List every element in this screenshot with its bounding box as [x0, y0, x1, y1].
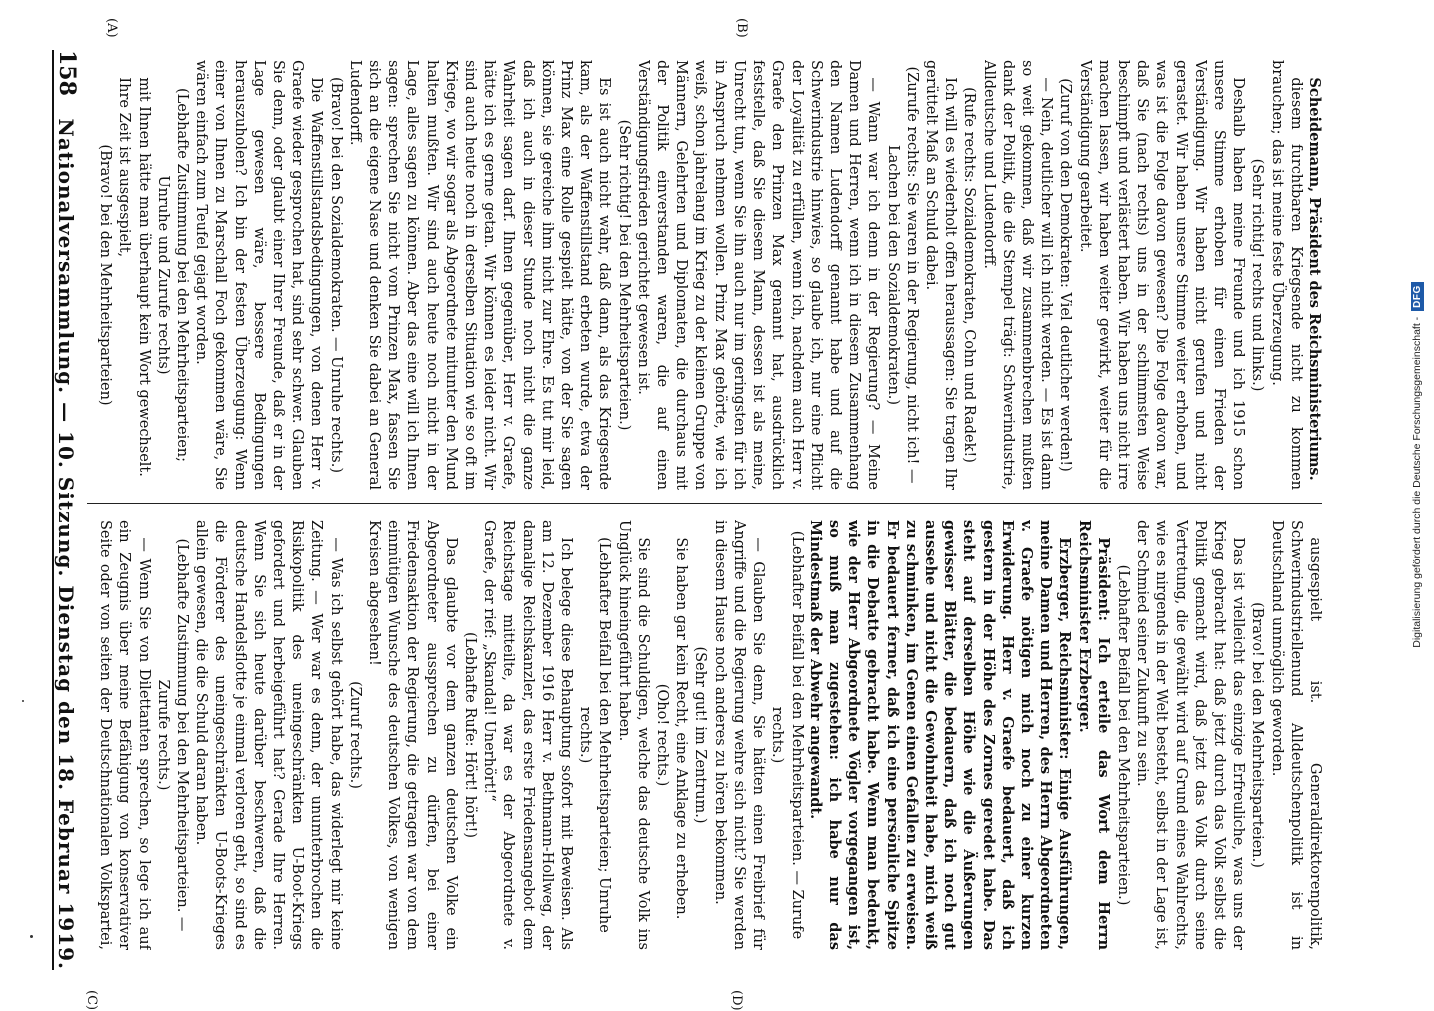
paragraph: — Was ich selbst gehört habe, das widerlegt mir keine Zeitung. — Wer war es denn, der unumterbrochen die Risikopolitik des uneingeschränkten U-Boot-Kriegs gefordert und herbeigeführt hat? Gerade Ihre Herren. Wenn Sie sich heute darüber beschweren, daß die deutsche Handelsflotte je einmal verloren geht, so sind es die Förderer des uneingeschränkten U-Boots-Krieges allein gewesen, die die Schuld daran haben. — [193, 520, 344, 950]
paragraph: (Lebhafte Rufe: Hört! hört!) — [462, 631, 479, 839]
paragraph: (Sehr richtig! rechts und links.) — [1249, 158, 1266, 392]
paragraph: — Glauben Sie denn, Sie hätten einen Freibrief für Angriffe und die Regierung wehre sich nicht? Sie werden in diesem Hause noch anderes zu hören bekommen. — [711, 520, 767, 950]
paragraph: — Wann war ich denn in der Regierung? — Meine Damen und Herren, wenn ich in diesem Zusammenhang den Namen Ludendorff genannt habe und auf die Schwerindustrie hinwies, so glaube ich, nur eine Pflicht der Loyalität zu erfüllen, wenn ich, nachdem auch Herr v. Graefe den Prinzen Max genannt hat, ausdrücklich feststelle, daß Sie diesem Mann, dessen ist als meine, Unrecht tun, wenn Sie ihn auch nur im geringsten für ich in Anspruch nehmen wollen. Prinz Max gehörte, wie ich weiß, schon jahrelang im Krieg zu der kleinen Gruppe von Männern, Gelehrten und Diplomaten, die durchaus mit der Politik einverstanden waren, die auf einen Verständigungsfrieden gerichtet gewesen ist. — [634, 60, 882, 490]
paragraph: Präsident: Ich erteile das Wort dem Herrn Reichsminister Erzberger. — [1075, 520, 1112, 950]
paragraph: Scheidemann, Präsident des Reichsministeriums. — [1306, 77, 1323, 481]
paragraph: Ich will es wiederholt offen heraussagen: Sie tragen Ihr gerüttelt Maß an Schuld dabei. — [922, 60, 959, 490]
paragraph: Die Waffenstillstandsbedingungen, von denen Herr v. Graefe wieder gesprochen hat, sind sehr schwer. Glauben Sie denn, oder glaubt einer Ihrer Freunde, daß er in der Lage gewesen wäre, bessere Bedingungen herauszuholen? Ich bin der festen Überzeugung: Wenn einer von Ihnen zu Marschall Foch gekommen wäre, Sie wären einfach zum Teufel gejagt worden. — [193, 60, 325, 490]
paragraph: diesem furchtbaren Kriegsende nicht zu kommen brauchen; das ist meine feste Überzeugung. — [1268, 60, 1304, 490]
page-number: 158 — [54, 50, 80, 96]
paragraph: Sie sind die Schuldigen, welche das deutsche Volk ins Unglück hineingeführt haben. — [615, 520, 651, 950]
paragraph: (Bravo! bei den Mehrheitsparteien) — [97, 144, 114, 406]
paragraph: Deshalb haben meine Freunde und ich 1915 schon unsere Stimme erhoben für einen Frieden der Verständigung. Wir haben nicht gerufen und nicht gerastet. Wir haben unsere Stimme weiter erhoben, und was ist die Folge davon gewesen? Die Folge davon war, daß Sie (nach rechts) uns in der schlimmsten Weise beschimpft und verlästert haben. Wir haben uns nicht irre machen lassen, wir haben weiter gewirkt, weiter für die Verständigung gearbeitet. — [1076, 60, 1247, 490]
paragraph: (Zurufe rechts: Sie waren in der Regierung, nicht ich! — Lachen bei den Sozialdemokraten.) — [884, 66, 920, 484]
scan-speck — [30, 935, 33, 938]
paragraph: Das ist vielleicht das einzige Erfreuliche, was uns der Krieg gebracht hat: daß jetzt durch das Volk selbst die Politik gemacht wird, daß jetzt das Volk durch seine Vertretung, die gewählt wird auf Grund eines Wahlrechts, wie es nirgends in der Welt besteht, selbst in der Lage ist, der Schmied seiner Zukunft zu sein. — [1134, 520, 1247, 950]
paragraph: (Lebhafter Beifall bei den Mehrheitsparteien; Unruhe rechts.) — [577, 537, 613, 933]
paragraph: (Zuruf rechts.) — [346, 681, 363, 789]
paragraph: Das glaubte vor dem ganzen deutschen Volke ein Abgeordneter aussprechen zu dürfen, bei einer Friedensaktion der Regierung, die getragen war von dem einmütigen Wunsche des deutschen Volkes, von wenigen Kreisen abgesehen! — [366, 520, 459, 950]
paragraph: (Bravo! bei den Sozialdemokraten. — Unruhe rechts.) — [327, 76, 344, 474]
margin-marker-c: (C) — [84, 990, 99, 1011]
margin-marker-d: (D) — [729, 990, 744, 1011]
dfg-logo: DFG — [1411, 282, 1424, 311]
digitization-note-text: Digitalisierung gefördert durch die Deutsche Forschungsgemeinschaft - — [1411, 316, 1423, 648]
paragraph: — Nein, deutlicher will ich nicht werden. — Es ist dann so weit gekommen, daß wir zusammenbrechen mußten dank der Politik, die die Stempel trägt: Schwerindustrie, Alldeutsche und Ludendorff. — [980, 60, 1055, 490]
paragraph: mit Ihnen hätte man überhaupt kein Wort gewechselt. — [135, 77, 152, 477]
margin-marker-b: (B) — [734, 18, 749, 38]
page-title: Nationalversammlung. — 10. Sitzung. Dienstag den 18. Februar 1919. — [54, 118, 78, 970]
paragraph: Ihre Zeit ist ausgespielt, — [116, 77, 133, 258]
paragraph: (Oho! rechts.) — [654, 683, 671, 787]
paragraph: (Lebhafte Zustimmung bei den Mehrheitsparteien; Unruhe und Zurufe rechts) — [154, 87, 191, 463]
paragraph: Sie haben gar kein Recht, eine Anklage zu erheben. — [673, 537, 690, 920]
left-text-column — [94, 60, 1324, 490]
paragraph: (Rufe rechts: Sozialdemokraten, Cohn und Radek!) — [961, 87, 978, 463]
paragraph: (Zuruf von den Demokraten: Viel deutlicher werden!) — [1057, 78, 1074, 472]
paragraph: (Lebhafter Beifall bei den Mehrheitsparteien. — Zurufe rechts.) — [769, 530, 805, 940]
paragraph: (Lebhafter Beifall bei den Mehrheitsparteien.) — [1114, 564, 1131, 906]
paragraph: Erzberger, Reichsminister: Einige Ausführungen, meine Damen und Herren, des Herrn Abgeordneten v. Graefe nötigen mich noch zu einer kurzen Erwiderung. Herr v. Graefe bedauert, daß ich gestern in der Höhe des Zornes geredet habe. Das steht auf derselben Höhe wie die Äußerungen gewisser Blätter, die bedauern, daß ich noch gut aussehe und nicht die Gewohnheit habe, mich weiß zu schminken, im Genen einen Gefallen zu erweisen. Er bedauert ferner, daß ich eine persönliche Spitze in die Debatte gebracht habe. Wenn man bedenkt, wie der Herr Abgeordnete Vögler vorgegangen ist, so muß man zugestehen: ich habe nur das Mindestmaß der Abwehr angewandt. — [806, 520, 1074, 950]
paragraph: (Sehr gut! im Zentrum.) — [692, 646, 709, 824]
paragraph: Es ist auch nicht wahr, daß dann, als das Kriegsende kam, als der Waffenstillstand erbeten wurde, etwa der Prinz Max eine Rolle gespielt hätte, von der Sie sagen können, sie gereiche ihm nicht zur Ehre. Es tut mir leid, daß ich auch in dieser Stunde noch nicht die ganze Wahrheit sagen darf. Ihnen gegenüber, Herr v. Graefe, hätte ich es gerne getan. Wir können es leider nicht. Wir sind auch heute noch in derselben Situation wie so oft im Kriege, wo wir sogar als Abgeordnete mitunter den Mund halten mußten. Wir sind auch heute noch nicht in der Lage, alles sagen zu können. Aber das eine will ich Ihnen sagen: sprechen Sie nicht vom Prinzen Max, fassen Sie sich an die eigene Nase und denken Sie dabei an General Ludendorff. — [346, 60, 613, 490]
column-divider — [87, 503, 1322, 504]
right-text-column — [94, 520, 1324, 950]
scan-speck — [22, 700, 24, 702]
margin-marker-a: (A) — [104, 18, 119, 38]
paragraph: — Wenn Sie von Dilettanten sprechen, so lege ich auf ein Zeugnis über meine Befähigung von konservativer Seite oder von seiten der Deutschnationalen Volkspartei, — [97, 520, 152, 950]
paragraph: (Lebhafte Zustimmung bei den Mehrheitsparteien. — Zurufe rechts.) — [154, 538, 191, 932]
digitization-note — [1404, 0, 1430, 930]
page-header — [52, 50, 84, 970]
paragraph: (Bravo! bei den Mehrheitsparteien.) — [1249, 602, 1266, 868]
paragraph: (Sehr richtig! bei den Mehrheitsparteien.) — [615, 119, 632, 431]
paragraph: ausgespielt ist. Generaldirektorenpolitik, Schwerindustriellenund Alldeutschenpolitik ist in Deutschland unmöglich geworden. — [1268, 520, 1323, 950]
paragraph: Ich belege diese Behauptung sofort mit Beweisen. Als am 12. Dezember 1916 Herr v. Bethmann-Hollweg, der damalige Reichskanzler, das erste Friedensangebot dem Reichstage mitteilte, da war es der Abgeordnete v. Graefe, der rief: „Skandal! Unerhört!“ — [481, 520, 575, 950]
